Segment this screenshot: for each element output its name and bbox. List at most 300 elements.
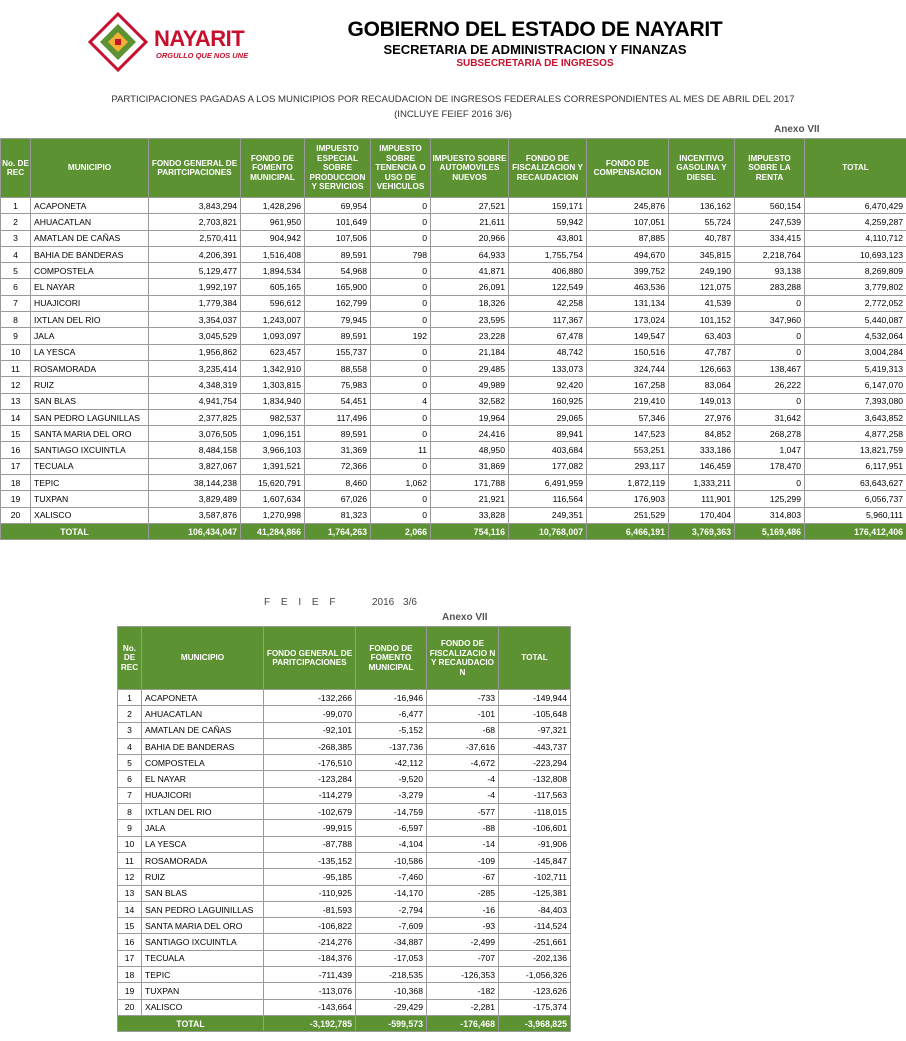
value-cell: 1,391,521 <box>241 458 305 474</box>
row-number-cell: 17 <box>118 950 142 966</box>
table-row <box>118 869 571 885</box>
value-cell: 89,591 <box>305 426 371 442</box>
table-row <box>1 458 906 474</box>
value-cell: -175,374 <box>499 999 571 1015</box>
table-row <box>118 722 571 738</box>
column-header: FONDO DE FISCALIZACION Y RECAUDACION <box>509 139 587 198</box>
value-cell: 403,684 <box>509 442 587 458</box>
municipio-cell: XALISCO <box>31 507 149 523</box>
total-value-cell: 10,768,007 <box>509 523 587 539</box>
column-header: No. DE REC <box>118 627 142 690</box>
municipio-cell: JALA <box>31 328 149 344</box>
value-cell: 560,154 <box>735 198 805 214</box>
value-cell: 26,222 <box>735 377 805 393</box>
value-cell: 29,485 <box>431 360 509 376</box>
row-number-cell: 3 <box>118 722 142 738</box>
value-cell: 26,091 <box>431 279 509 295</box>
municipio-cell: AMATLAN DE CAÑAS <box>31 230 149 246</box>
value-cell: 31,869 <box>431 458 509 474</box>
value-cell: 75,983 <box>305 377 371 393</box>
total-value-cell: 6,466,191 <box>587 523 669 539</box>
municipio-cell: ACAPONETA <box>142 690 264 706</box>
value-cell: -14,759 <box>356 804 427 820</box>
value-cell: 0 <box>371 263 431 279</box>
value-cell: -29,429 <box>356 999 427 1015</box>
column-header: MUNICIPIO <box>31 139 149 198</box>
municipio-cell: EL NAYAR <box>142 771 264 787</box>
table-row <box>118 901 571 917</box>
value-cell: 79,945 <box>305 312 371 328</box>
value-cell: 27,521 <box>431 198 509 214</box>
value-cell: 47,787 <box>669 344 735 360</box>
value-cell: -123,626 <box>499 983 571 999</box>
value-cell: 93,138 <box>735 263 805 279</box>
value-cell: -4,104 <box>356 836 427 852</box>
total-value-cell: 176,412,406 <box>805 523 906 539</box>
value-cell: -88 <box>427 820 499 836</box>
municipio-cell: SAN PEDRO LAGUINILLAS <box>142 901 264 917</box>
nayarit-logo <box>88 12 268 72</box>
value-cell: 43,801 <box>509 230 587 246</box>
value-cell: 83,064 <box>669 377 735 393</box>
value-cell: -443,737 <box>499 738 571 754</box>
value-cell: 176,903 <box>587 491 669 507</box>
row-number-cell: 8 <box>118 804 142 820</box>
value-cell: 38,144,238 <box>149 475 241 491</box>
row-number-cell: 20 <box>118 999 142 1015</box>
value-cell: 553,251 <box>587 442 669 458</box>
report-subtitle: (INCLUYE FEIEF 2016 3/6) <box>394 109 512 120</box>
municipio-cell: LA YESCA <box>142 836 264 852</box>
table-row <box>118 738 571 754</box>
value-cell: 334,415 <box>735 230 805 246</box>
diamond-emblem-icon <box>88 12 148 72</box>
table-row <box>118 950 571 966</box>
value-cell: -126,353 <box>427 967 499 983</box>
value-cell: 48,742 <box>509 344 587 360</box>
table-row <box>118 787 571 803</box>
value-cell: -102,679 <box>264 804 356 820</box>
municipio-cell: HUAJICORI <box>31 295 149 311</box>
total-value-cell: -3,968,825 <box>499 1015 571 1031</box>
value-cell: 4,532,064 <box>805 328 906 344</box>
table-row <box>118 983 571 999</box>
value-cell: -99,070 <box>264 706 356 722</box>
table-row <box>118 885 571 901</box>
value-cell: 0 <box>371 279 431 295</box>
value-cell: -123,284 <box>264 771 356 787</box>
row-number-cell: 16 <box>1 442 31 458</box>
table-row <box>118 934 571 950</box>
value-cell: 6,117,951 <box>805 458 906 474</box>
value-cell: 3,843,294 <box>149 198 241 214</box>
value-cell: 31,642 <box>735 409 805 425</box>
value-cell: -268,385 <box>264 738 356 754</box>
total-value-cell: 754,116 <box>431 523 509 539</box>
value-cell: 23,595 <box>431 312 509 328</box>
value-cell: 0 <box>735 475 805 491</box>
value-cell: 21,611 <box>431 214 509 230</box>
value-cell: 982,537 <box>241 409 305 425</box>
value-cell: -135,152 <box>264 852 356 868</box>
value-cell: 314,803 <box>735 507 805 523</box>
column-header: TOTAL <box>805 139 906 198</box>
value-cell: 81,323 <box>305 507 371 523</box>
value-cell: 3,004,284 <box>805 344 906 360</box>
value-cell: 4,348,319 <box>149 377 241 393</box>
value-cell: -16,946 <box>356 690 427 706</box>
row-number-cell: 19 <box>118 983 142 999</box>
value-cell: -95,185 <box>264 869 356 885</box>
value-cell: 32,582 <box>431 393 509 409</box>
total-value-cell: 41,284,866 <box>241 523 305 539</box>
column-header: IMPUESTO ESPECIAL SOBRE PRODUCCION Y SERVICIOS <box>305 139 371 198</box>
table-row <box>1 246 906 262</box>
value-cell: 3,587,876 <box>149 507 241 523</box>
value-cell: -114,524 <box>499 918 571 934</box>
feief-label: F E I E F <box>264 597 340 608</box>
column-header: INCENTIVO GASOLINA Y DIESEL <box>669 139 735 198</box>
value-cell: 42,258 <box>509 295 587 311</box>
value-cell: 15,620,791 <box>241 475 305 491</box>
column-header: FONDO DE COMPENSACION <box>587 139 669 198</box>
total-label: TOTAL <box>1 523 149 539</box>
value-cell: 3,643,852 <box>805 409 906 425</box>
value-cell: 345,815 <box>669 246 735 262</box>
value-cell: 1,992,197 <box>149 279 241 295</box>
value-cell: 293,117 <box>587 458 669 474</box>
feief-year: 2016 3/6 <box>372 597 417 608</box>
value-cell: -733 <box>427 690 499 706</box>
value-cell: -2,794 <box>356 901 427 917</box>
value-cell: -117,563 <box>499 787 571 803</box>
value-cell: -93 <box>427 918 499 934</box>
table-row <box>1 344 906 360</box>
column-header: IMPUESTO SOBRE TENENCIA O USO DE VEHICULOS <box>371 139 431 198</box>
row-number-cell: 5 <box>1 263 31 279</box>
municipio-cell: ACAPONETA <box>31 198 149 214</box>
value-cell: 6,147,070 <box>805 377 906 393</box>
municipio-cell: SAN BLAS <box>31 393 149 409</box>
table-row <box>118 820 571 836</box>
value-cell: 961,950 <box>241 214 305 230</box>
municipio-cell: SANTIAGO IXCUINTLA <box>31 442 149 458</box>
table-row <box>1 198 906 214</box>
value-cell: 122,549 <box>509 279 587 295</box>
value-cell: 333,186 <box>669 442 735 458</box>
value-cell: 0 <box>371 458 431 474</box>
value-cell: -6,597 <box>356 820 427 836</box>
value-cell: -92,101 <box>264 722 356 738</box>
value-cell: 40,787 <box>669 230 735 246</box>
value-cell: 283,288 <box>735 279 805 295</box>
value-cell: -42,112 <box>356 755 427 771</box>
value-cell: 4,877,258 <box>805 426 906 442</box>
value-cell: 249,351 <box>509 507 587 523</box>
value-cell: 41,871 <box>431 263 509 279</box>
value-cell: -137,736 <box>356 738 427 754</box>
value-cell: 67,478 <box>509 328 587 344</box>
value-cell: 904,942 <box>241 230 305 246</box>
row-number-cell: 7 <box>1 295 31 311</box>
report-title: PARTICIPACIONES PAGADAS A LOS MUNICIPIOS POR RECAUDACION DE INGRESOS FEDERALES CORRESPONDIENTES AL MES DE ABRIL DEL 2017 <box>111 94 795 105</box>
municipio-cell: LA YESCA <box>31 344 149 360</box>
value-cell: 0 <box>371 507 431 523</box>
value-cell: 1,342,910 <box>241 360 305 376</box>
municipio-cell: SAN PEDRO LAGUNILLAS <box>31 409 149 425</box>
value-cell: 8,269,809 <box>805 263 906 279</box>
value-cell: 131,134 <box>587 295 669 311</box>
value-cell: 3,829,489 <box>149 491 241 507</box>
table-row <box>118 852 571 868</box>
value-cell: 0 <box>371 295 431 311</box>
table-row <box>118 804 571 820</box>
value-cell: 31,369 <box>305 442 371 458</box>
municipio-cell: RUIZ <box>31 377 149 393</box>
value-cell: 19,964 <box>431 409 509 425</box>
column-header: MUNICIPIO <box>142 627 264 690</box>
row-number-cell: 4 <box>118 738 142 754</box>
value-cell: 117,496 <box>305 409 371 425</box>
municipio-cell: BAHIA DE BANDERAS <box>31 246 149 262</box>
value-cell: 121,075 <box>669 279 735 295</box>
value-cell: 20,966 <box>431 230 509 246</box>
value-cell: 1,755,754 <box>509 246 587 262</box>
value-cell: -285 <box>427 885 499 901</box>
municipio-cell: TECUALA <box>142 950 264 966</box>
value-cell: 8,484,158 <box>149 442 241 458</box>
value-cell: 5,960,111 <box>805 507 906 523</box>
value-cell: 1,834,940 <box>241 393 305 409</box>
row-number-cell: 15 <box>1 426 31 442</box>
value-cell: 21,921 <box>431 491 509 507</box>
value-cell: 251,529 <box>587 507 669 523</box>
row-number-cell: 11 <box>118 852 142 868</box>
value-cell: 1,047 <box>735 442 805 458</box>
value-cell: 89,941 <box>509 426 587 442</box>
column-header: FONDO GENERAL DE PARITCIPACIONES <box>264 627 356 690</box>
value-cell: -2,499 <box>427 934 499 950</box>
value-cell: 177,082 <box>509 458 587 474</box>
value-cell: 1,096,151 <box>241 426 305 442</box>
municipio-cell: COMPOSTELA <box>31 263 149 279</box>
municipio-cell: HUAJICORI <box>142 787 264 803</box>
value-cell: -145,847 <box>499 852 571 868</box>
value-cell: 3,045,529 <box>149 328 241 344</box>
value-cell: 219,410 <box>587 393 669 409</box>
value-cell: 101,649 <box>305 214 371 230</box>
value-cell: -5,152 <box>356 722 427 738</box>
value-cell: 57,346 <box>587 409 669 425</box>
value-cell: -9,520 <box>356 771 427 787</box>
value-cell: 596,612 <box>241 295 305 311</box>
value-cell: -10,368 <box>356 983 427 999</box>
table-header-row <box>118 627 571 690</box>
table-row <box>118 706 571 722</box>
value-cell: 170,404 <box>669 507 735 523</box>
row-number-cell: 2 <box>118 706 142 722</box>
value-cell: -176,510 <box>264 755 356 771</box>
value-cell: 1,062 <box>371 475 431 491</box>
municipio-cell: AHUACATLAN <box>31 214 149 230</box>
government-title: GOBIERNO DEL ESTADO DE NAYARIT <box>347 18 723 41</box>
row-number-cell: 10 <box>118 836 142 852</box>
row-number-cell: 9 <box>1 328 31 344</box>
value-cell: 192 <box>371 328 431 344</box>
table-row <box>1 377 906 393</box>
column-header: FONDO DE FOMENTO MUNICIPAL <box>356 627 427 690</box>
value-cell: 1,243,007 <box>241 312 305 328</box>
value-cell: -149,944 <box>499 690 571 706</box>
row-number-cell: 18 <box>1 475 31 491</box>
value-cell: 0 <box>371 214 431 230</box>
value-cell: 67,026 <box>305 491 371 507</box>
value-cell: -214,276 <box>264 934 356 950</box>
value-cell: 6,491,959 <box>509 475 587 491</box>
value-cell: 0 <box>371 360 431 376</box>
row-number-cell: 8 <box>1 312 31 328</box>
row-number-cell: 14 <box>1 409 31 425</box>
table-row <box>1 475 906 491</box>
value-cell: 2,703,821 <box>149 214 241 230</box>
value-cell: 11 <box>371 442 431 458</box>
municipio-cell: AMATLAN DE CAÑAS <box>142 722 264 738</box>
value-cell: 21,184 <box>431 344 509 360</box>
column-header: FONDO DE FOMENTO MUNICIPAL <box>241 139 305 198</box>
value-cell: 0 <box>735 328 805 344</box>
value-cell: -7,460 <box>356 869 427 885</box>
feief-table <box>117 626 571 1032</box>
value-cell: -118,015 <box>499 804 571 820</box>
value-cell: 4 <box>371 393 431 409</box>
table-row <box>1 312 906 328</box>
value-cell: 1,894,534 <box>241 263 305 279</box>
value-cell: -4 <box>427 787 499 803</box>
value-cell: 116,564 <box>509 491 587 507</box>
table-row <box>118 690 571 706</box>
value-cell: 3,827,067 <box>149 458 241 474</box>
row-number-cell: 6 <box>1 279 31 295</box>
municipio-cell: SANTA MARIA DEL ORO <box>31 426 149 442</box>
value-cell: 159,171 <box>509 198 587 214</box>
value-cell: 107,051 <box>587 214 669 230</box>
value-cell: 3,966,103 <box>241 442 305 458</box>
municipio-cell: BAHIA DE BANDERAS <box>142 738 264 754</box>
municipio-cell: SAN BLAS <box>142 885 264 901</box>
value-cell: -6,477 <box>356 706 427 722</box>
value-cell: 18,326 <box>431 295 509 311</box>
row-number-cell: 16 <box>118 934 142 950</box>
value-cell: 54,451 <box>305 393 371 409</box>
row-number-cell: 5 <box>118 755 142 771</box>
total-value-cell: -599,573 <box>356 1015 427 1031</box>
municipio-cell: COMPOSTELA <box>142 755 264 771</box>
value-cell: 3,779,802 <box>805 279 906 295</box>
value-cell: 4,206,391 <box>149 246 241 262</box>
table-body <box>118 690 571 1032</box>
column-header: IMPUESTO SOBRE LA RENTA <box>735 139 805 198</box>
total-row <box>1 523 906 539</box>
table-row <box>118 999 571 1015</box>
municipio-cell: RUIZ <box>142 869 264 885</box>
value-cell: 136,162 <box>669 198 735 214</box>
value-cell: 247,539 <box>735 214 805 230</box>
municipio-cell: AHUACATLAN <box>142 706 264 722</box>
total-value-cell: 1,764,263 <box>305 523 371 539</box>
value-cell: -132,808 <box>499 771 571 787</box>
table-row <box>1 426 906 442</box>
value-cell: -114,279 <box>264 787 356 803</box>
value-cell: -17,053 <box>356 950 427 966</box>
value-cell: 6,056,737 <box>805 491 906 507</box>
value-cell: 111,901 <box>669 491 735 507</box>
logo-text: NAYARIT <box>154 26 245 51</box>
value-cell: 23,228 <box>431 328 509 344</box>
value-cell: 4,259,287 <box>805 214 906 230</box>
value-cell: 2,570,411 <box>149 230 241 246</box>
value-cell: 494,670 <box>587 246 669 262</box>
value-cell: 7,393,080 <box>805 393 906 409</box>
value-cell: 1,779,384 <box>149 295 241 311</box>
row-number-cell: 11 <box>1 360 31 376</box>
table-row <box>1 491 906 507</box>
table-row <box>1 360 906 376</box>
value-cell: 8,460 <box>305 475 371 491</box>
value-cell: 1,093,097 <box>241 328 305 344</box>
value-cell: 155,737 <box>305 344 371 360</box>
column-header: TOTAL <box>499 627 571 690</box>
feief-annex-label: Anexo VII <box>442 612 488 623</box>
total-value-cell: 5,169,486 <box>735 523 805 539</box>
value-cell: 63,403 <box>669 328 735 344</box>
value-cell: -101 <box>427 706 499 722</box>
value-cell: -68 <box>427 722 499 738</box>
value-cell: 6,470,429 <box>805 198 906 214</box>
value-cell: -99,915 <box>264 820 356 836</box>
value-cell: -577 <box>427 804 499 820</box>
total-value-cell: -176,468 <box>427 1015 499 1031</box>
subsecretariat-subtitle: SUBSECRETARIA DE INGRESOS <box>456 58 614 69</box>
table-row <box>1 230 906 246</box>
annex-label: Anexo VII <box>774 124 820 135</box>
column-header: FONDO DE FISCALIZACIO N Y RECAUDACIO N <box>427 627 499 690</box>
value-cell: 0 <box>371 377 431 393</box>
value-cell: 0 <box>371 491 431 507</box>
row-number-cell: 6 <box>118 771 142 787</box>
value-cell: 165,900 <box>305 279 371 295</box>
value-cell: 245,876 <box>587 198 669 214</box>
value-cell: 399,752 <box>587 263 669 279</box>
row-number-cell: 15 <box>118 918 142 934</box>
value-cell: -132,266 <box>264 690 356 706</box>
value-cell: 92,420 <box>509 377 587 393</box>
value-cell: -4 <box>427 771 499 787</box>
value-cell: -3,279 <box>356 787 427 803</box>
value-cell: -87,788 <box>264 836 356 852</box>
value-cell: 160,925 <box>509 393 587 409</box>
value-cell: 150,516 <box>587 344 669 360</box>
value-cell: 1,428,296 <box>241 198 305 214</box>
value-cell: -223,294 <box>499 755 571 771</box>
value-cell: 0 <box>371 312 431 328</box>
municipio-cell: TUXPAN <box>31 491 149 507</box>
value-cell: 623,457 <box>241 344 305 360</box>
value-cell: 1,333,211 <box>669 475 735 491</box>
value-cell: 167,258 <box>587 377 669 393</box>
value-cell: 1,956,862 <box>149 344 241 360</box>
value-cell: 27,976 <box>669 409 735 425</box>
value-cell: 84,852 <box>669 426 735 442</box>
